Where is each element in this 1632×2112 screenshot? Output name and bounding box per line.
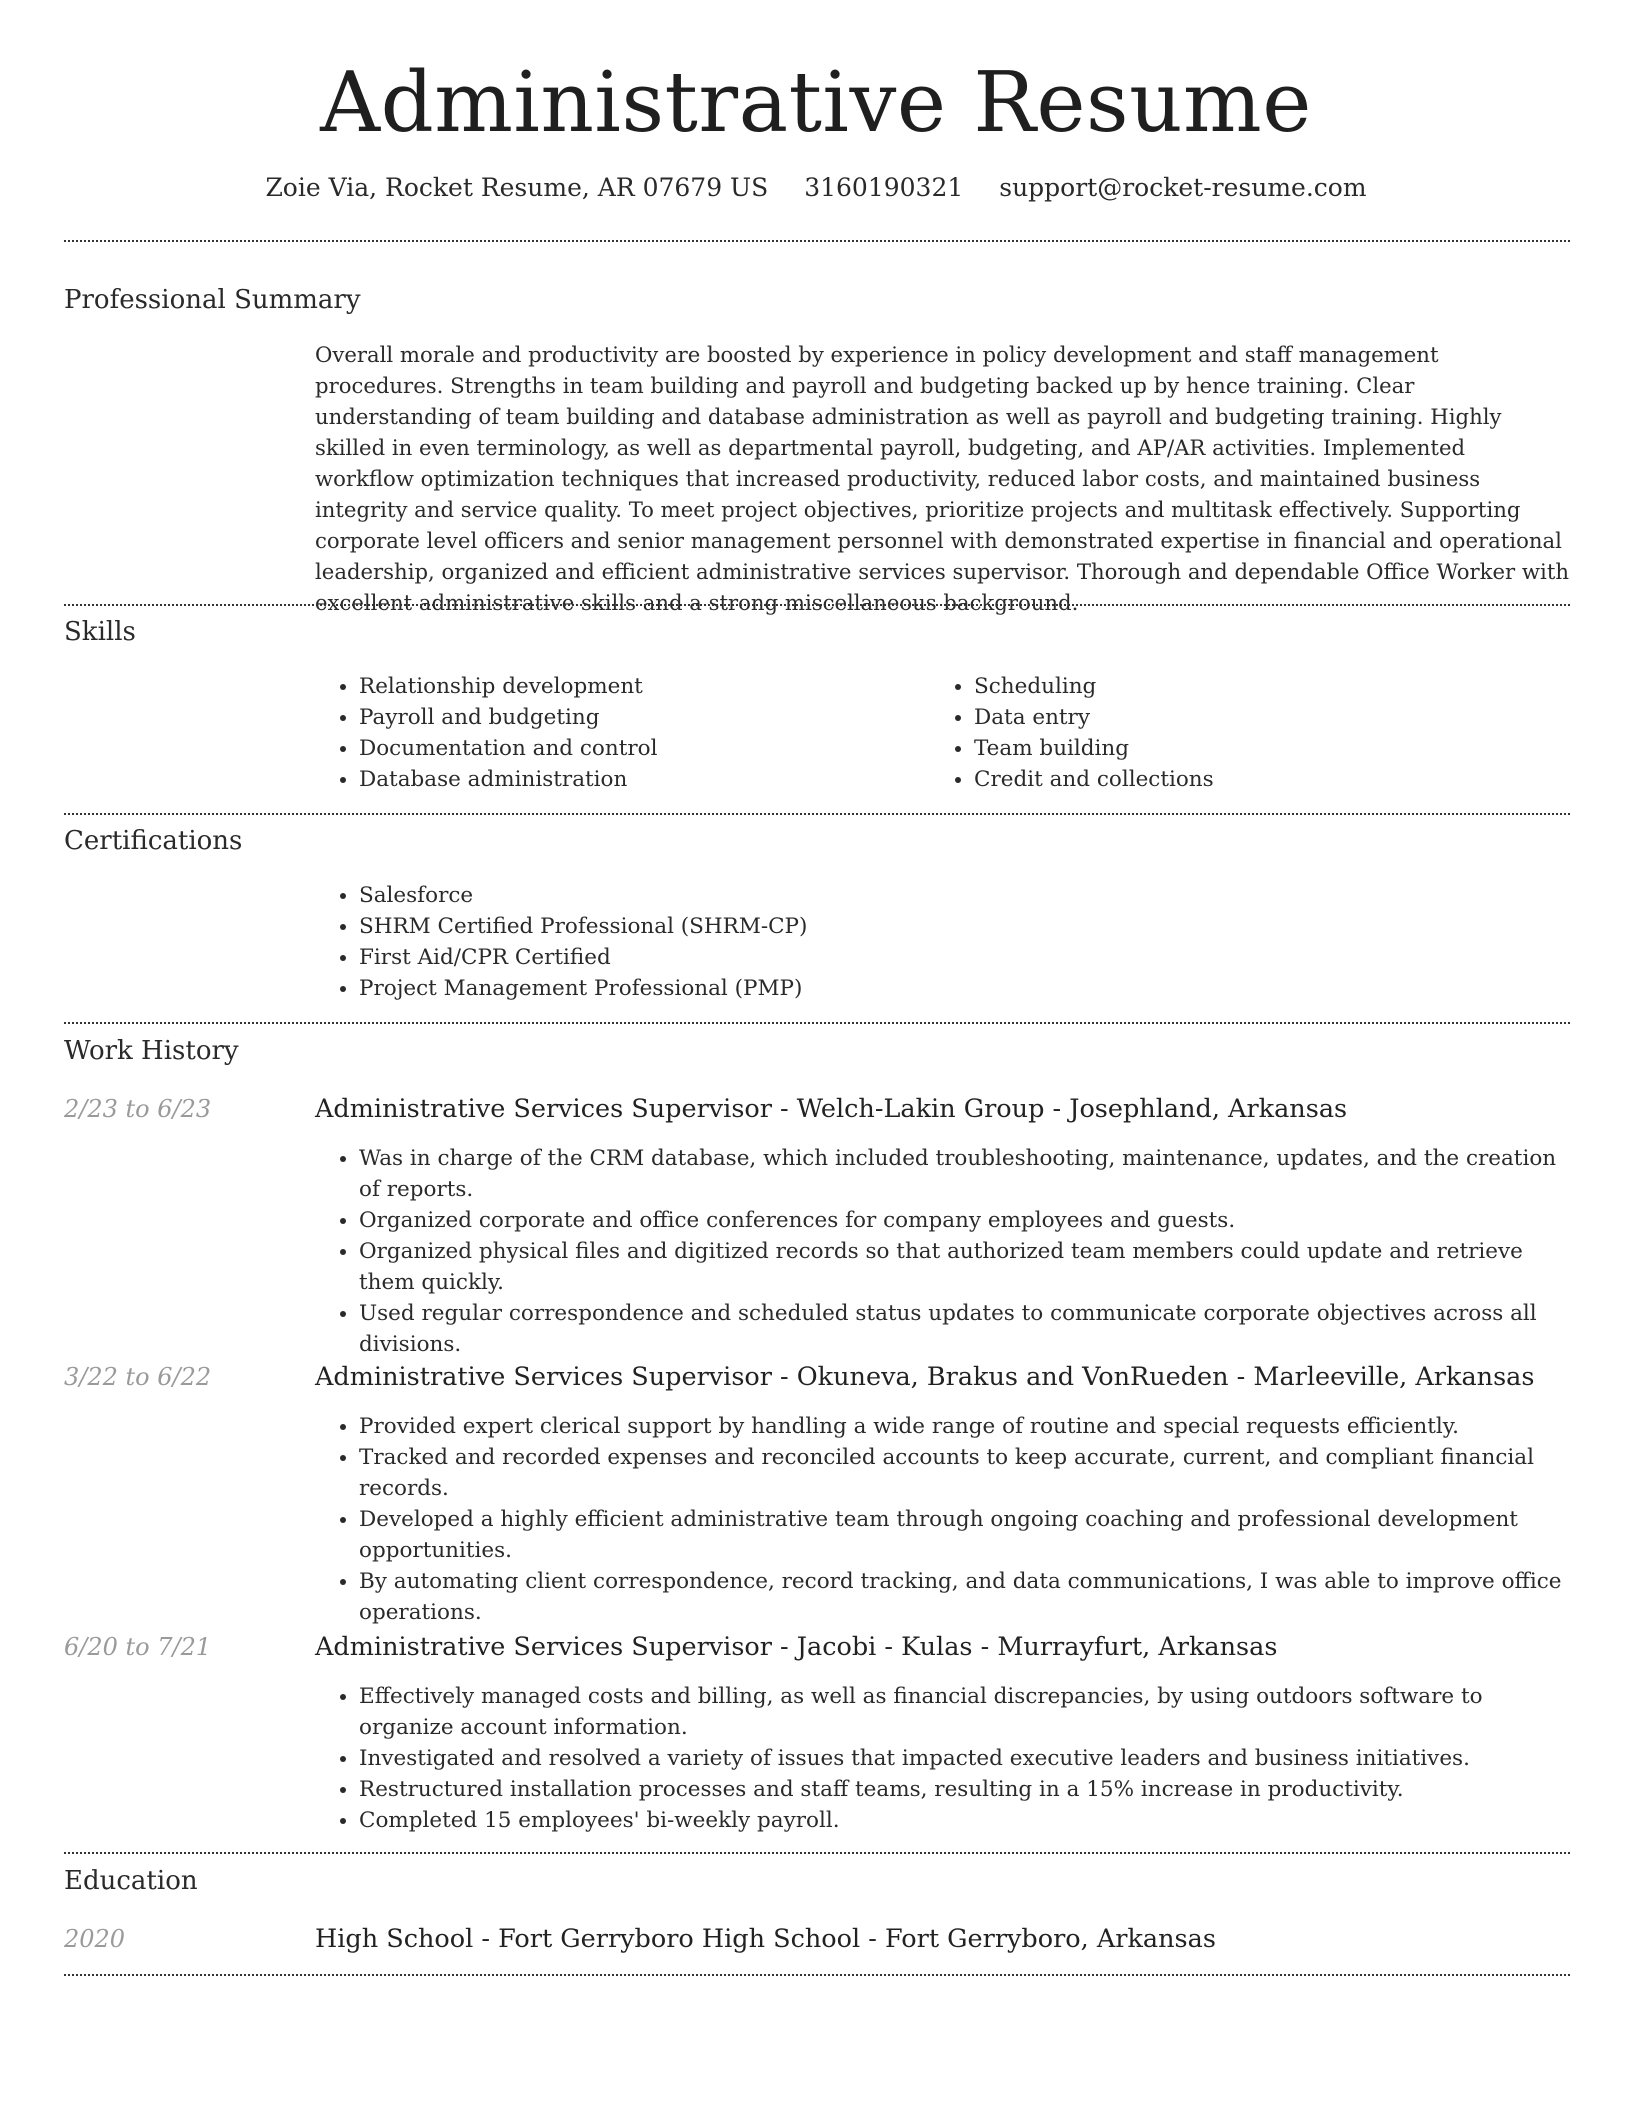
list-item: • Effectively managed costs and billing, as well as financial discrepancies, by using outdoors software to organize account information. (359, 1681, 1570, 1743)
education-heading: Education (64, 1866, 198, 1896)
list-item: • Team building (974, 733, 1574, 764)
section-divider (64, 1852, 1570, 1854)
skills-list-left (315, 671, 919, 795)
list-item: • Developed a highly efficient administrative team through ongoing coaching and professional development opportunities. (359, 1504, 1570, 1566)
skills-heading: Skills (64, 617, 136, 647)
section-divider (64, 604, 1570, 606)
job-title: Administrative Services Supervisor - Jacobi - Kulas - Murrayfurt, Arkansas (315, 1632, 1278, 1662)
job-bullets (315, 1681, 1570, 1836)
job-dates: 3/22 to 6/22 (64, 1363, 212, 1391)
section-divider (64, 240, 1570, 242)
section-divider (64, 813, 1570, 815)
list-item: • Restructured installation processes and staff teams, resulting in a 15% increase in productivity. (359, 1774, 1570, 1805)
list-item: • Scheduling (974, 671, 1574, 702)
list-item: • Tracked and recorded expenses and reconciled accounts to keep accurate, current, and compliant financial records. (359, 1442, 1570, 1504)
education-entry: High School - Fort Gerryboro High School - Fort Gerryboro, Arkansas (315, 1924, 1216, 1954)
work-history-heading: Work History (64, 1036, 239, 1066)
list-item: • Documentation and control (359, 733, 919, 764)
summary-text: Overall morale and productivity are boosted by experience in policy development and staff management procedures. Strengths in team building and payroll and budgeting backed up by hence training. Clear understanding of team building and database administration as well as payroll and budgeting training. Highly skilled in even terminology, as well as departmental payroll, budgeting, and AP/AR activities. Implemented workflow optimization techniques that increased productivity, reduced labor costs, and maintained business integrity and service quality. To meet project objectives, prioritize projects and multitask effectively. Supporting corporate level officers and senior management personnel with demonstrated expertise in financial and operational leadership, organized and efficient administrative services supervisor. Thorough and dependable Office Worker with excellent administrative skills and a strong miscellaneous background. (315, 342, 1569, 615)
list-item: • Provided expert clerical support by handling a wide range of routine and special requests efficiently. (359, 1411, 1570, 1442)
section-divider (64, 1974, 1570, 1976)
contact-email: support@rocket-resume.com (999, 173, 1367, 202)
list-item: • Used regular correspondence and scheduled status updates to communicate corporate objectives across all divisions. (359, 1298, 1570, 1360)
job-title: Administrative Services Supervisor - Okuneva, Brakus and VonRueden - Marleeville, Arkansas (315, 1362, 1535, 1392)
certifications-list (315, 880, 1559, 1004)
list-item: • Payroll and budgeting (359, 702, 919, 733)
job-bullets (315, 1411, 1570, 1628)
list-item: • Project Management Professional (PMP) (359, 973, 1559, 1004)
job-bullets (315, 1143, 1570, 1360)
job-title: Administrative Services Supervisor - Welch-Lakin Group - Josephland, Arkansas (315, 1094, 1348, 1124)
contact-line (0, 168, 1632, 208)
list-item: • Organized corporate and office conferences for company employees and guests. (359, 1205, 1570, 1236)
contact-phone: 3160190321 (804, 173, 964, 202)
contact-address: Zoie Via, Rocket Resume, AR 07679 US (265, 173, 769, 202)
job-dates: 2/23 to 6/23 (64, 1095, 212, 1123)
skills-list-right (930, 671, 1574, 795)
list-item: • Investigated and resolved a variety of issues that impacted executive leaders and business initiatives. (359, 1743, 1570, 1774)
education-year: 2020 (64, 1925, 126, 1953)
list-item: • By automating client correspondence, record tracking, and data communications, I was able to improve office operations. (359, 1566, 1570, 1628)
list-item: • Organized physical files and digitized records so that authorized team members could update and retrieve them quickly. (359, 1236, 1570, 1298)
list-item: • Relationship development (359, 671, 919, 702)
list-item: • Data entry (974, 702, 1574, 733)
list-item: • Completed 15 employees' bi-weekly payroll. (359, 1805, 1570, 1836)
summary-heading: Professional Summary (64, 285, 361, 315)
list-item: • Credit and collections (974, 764, 1574, 795)
section-divider (64, 1022, 1570, 1024)
resume-title: Administrative Resume (320, 54, 1312, 151)
list-item: • Salesforce (359, 880, 1559, 911)
list-item: • First Aid/CPR Certified (359, 942, 1559, 973)
list-item: • SHRM Certified Professional (SHRM-CP) (359, 911, 1559, 942)
certifications-heading: Certifications (64, 826, 243, 856)
job-dates: 6/20 to 7/21 (64, 1633, 212, 1661)
list-item: • Database administration (359, 764, 919, 795)
list-item: • Was in charge of the CRM database, which included troubleshooting, maintenance, updates, and the creation of reports. (359, 1143, 1570, 1205)
